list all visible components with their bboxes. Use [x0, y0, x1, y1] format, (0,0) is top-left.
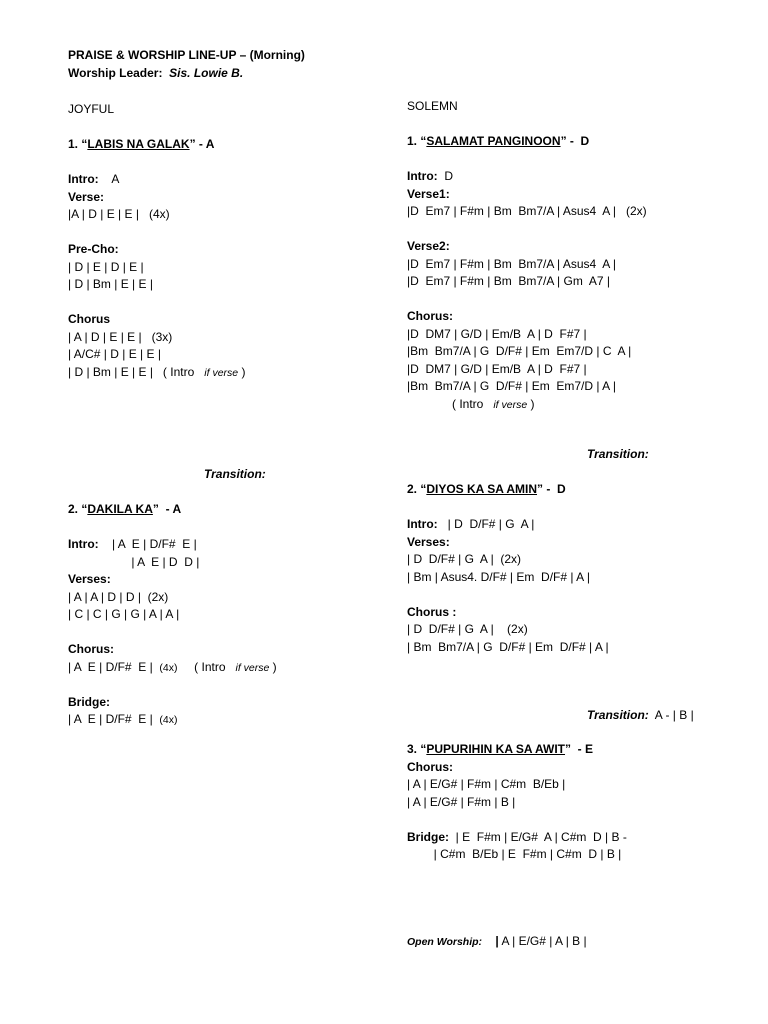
solemn-column [407, 98, 647, 413]
chord-line: | Bm Bm7/A | G D/F# | Em D/F# | A | [407, 639, 609, 654]
song-title: SALAMAT PANGINOON [426, 134, 561, 148]
chord-line: |Bm Bm7/A | G D/F# | Em Em7/D | C A | [407, 344, 632, 358]
chord-line: | D | E | D | E | [68, 259, 144, 274]
chord-line: |D Em7 | F#m | Bm Bm7/A | Gm A7 | [407, 274, 610, 288]
chord-line: | D D/F# | G A | (2x) [407, 622, 528, 636]
chord-line: |D Em7 | F#m | Bm Bm7/A | Asus4 A | [407, 256, 616, 271]
intro-line: Intro: D [407, 169, 453, 183]
section-label: Chorus: [407, 759, 453, 774]
song-title-line: 1. “LABIS NA GALAK” - A [68, 137, 215, 151]
section-label: Chorus: [68, 642, 114, 656]
chord-line: | A | D | E | E | (3x) [68, 329, 173, 344]
song-title-line: 2. “DIYOS KA SA AMIN” - D [407, 482, 566, 496]
chord-line: ( Intro if verse ) [452, 396, 535, 411]
chord-line: |Bm Bm7/A | G D/F# | Em Em7/D | A | [407, 379, 616, 393]
worship-leader-label: Worship Leader: [68, 66, 163, 80]
chord-line: |A | D | E | E | (4x) [68, 207, 170, 221]
open-worship-line: Open Worship: | A | E/G# | A | B | [407, 934, 587, 948]
chord-line: | A | E/G# | F#m | B | [407, 794, 516, 809]
transition-label: Transition: [204, 467, 266, 481]
worship-leader-line [68, 65, 243, 83]
chord-line: | A E | D/F# E | (4x) ( Intro if verse ) [68, 659, 277, 674]
song-title: DIYOS KA SA AMIN [426, 482, 538, 496]
song-title-line: 2. “DAKILA KA” - A [68, 502, 182, 516]
dakila-ka-section [68, 501, 277, 729]
section-label: Verse2: [407, 239, 450, 253]
section-label: Chorus [68, 312, 110, 326]
chord-line: | D | Bm | E | E | ( Intro if verse ) [68, 364, 246, 379]
bridge-line: Bridge: | E F#m | E/G# A | C#m D | B - [407, 829, 627, 844]
open-worship-label: Open Worship: [407, 936, 483, 948]
chord-line: | A E | D D | [68, 554, 200, 569]
section-label: Bridge: [68, 694, 110, 709]
joyful-label: JOYFUL [68, 102, 115, 116]
chord-line: | A | A | D | D | (2x) [68, 589, 169, 604]
pupurihin-ka-sa-awit-section [407, 741, 627, 864]
intro-line: Intro: A [68, 172, 120, 186]
song-title: DAKILA KA [87, 502, 153, 516]
song-title: LABIS NA GALAK [87, 137, 190, 151]
chord-line: | Bm | Asus4. D/F# | Em D/F# | A | [407, 569, 590, 584]
transition-label: Transition: [587, 447, 649, 461]
section-label: Verse: [68, 189, 105, 204]
intro-line: Intro: | A E | D/F# E | [68, 537, 197, 551]
chord-line: | A | E/G# | F#m | C#m B/Eb | [407, 777, 566, 791]
chord-line: | A/C# | D | E | E | [68, 347, 161, 361]
chord-line: | A E | D/F# E | (4x) [68, 712, 178, 726]
chord-line: | D | Bm | E | E | [68, 277, 153, 291]
section-label: Chorus : [407, 604, 457, 619]
joyful-column [68, 101, 245, 381]
page-title: PRAISE & WORSHIP LINE-UP – (Morning) [68, 48, 305, 62]
chord-line: | C#m B/Eb | E F#m | C#m D | B | [407, 847, 622, 861]
section-label: Verses: [68, 572, 111, 586]
chord-line: |D DM7 | G/D | Em/B A | D F#7 | [407, 326, 587, 341]
chord-line: | C | C | G | G | A | A | [68, 607, 180, 621]
intro-line: Intro: | D D/F# | G A | [407, 517, 535, 531]
transition-line: Transition: A - | B | [587, 708, 694, 722]
solemn-label: SOLEMN [407, 99, 458, 113]
song-title-line: 3. “PUPURIHIN KA SA AWIT” - E [407, 742, 594, 756]
diyos-ka-sa-amin-section [407, 481, 609, 656]
section-label: Chorus: [407, 309, 453, 323]
chord-line: | D D/F# | G A | (2x) [407, 552, 522, 566]
section-label: Verses: [407, 534, 450, 549]
song-title: PUPURIHIN KA SA AWIT [426, 742, 566, 756]
section-label: Pre-Cho: [68, 242, 119, 256]
transition-label: Transition: [587, 708, 649, 722]
section-label: Verse1: [407, 186, 450, 201]
chord-line: |D Em7 | F#m | Bm Bm7/A | Asus4 A | (2x) [407, 204, 647, 218]
song-title-line: 1. “SALAMAT PANGINOON” - D [407, 134, 590, 148]
worship-leader-name: Sis. Lowie B. [169, 66, 244, 80]
chord-line: |D DM7 | G/D | Em/B A | D F#7 | [407, 361, 587, 376]
